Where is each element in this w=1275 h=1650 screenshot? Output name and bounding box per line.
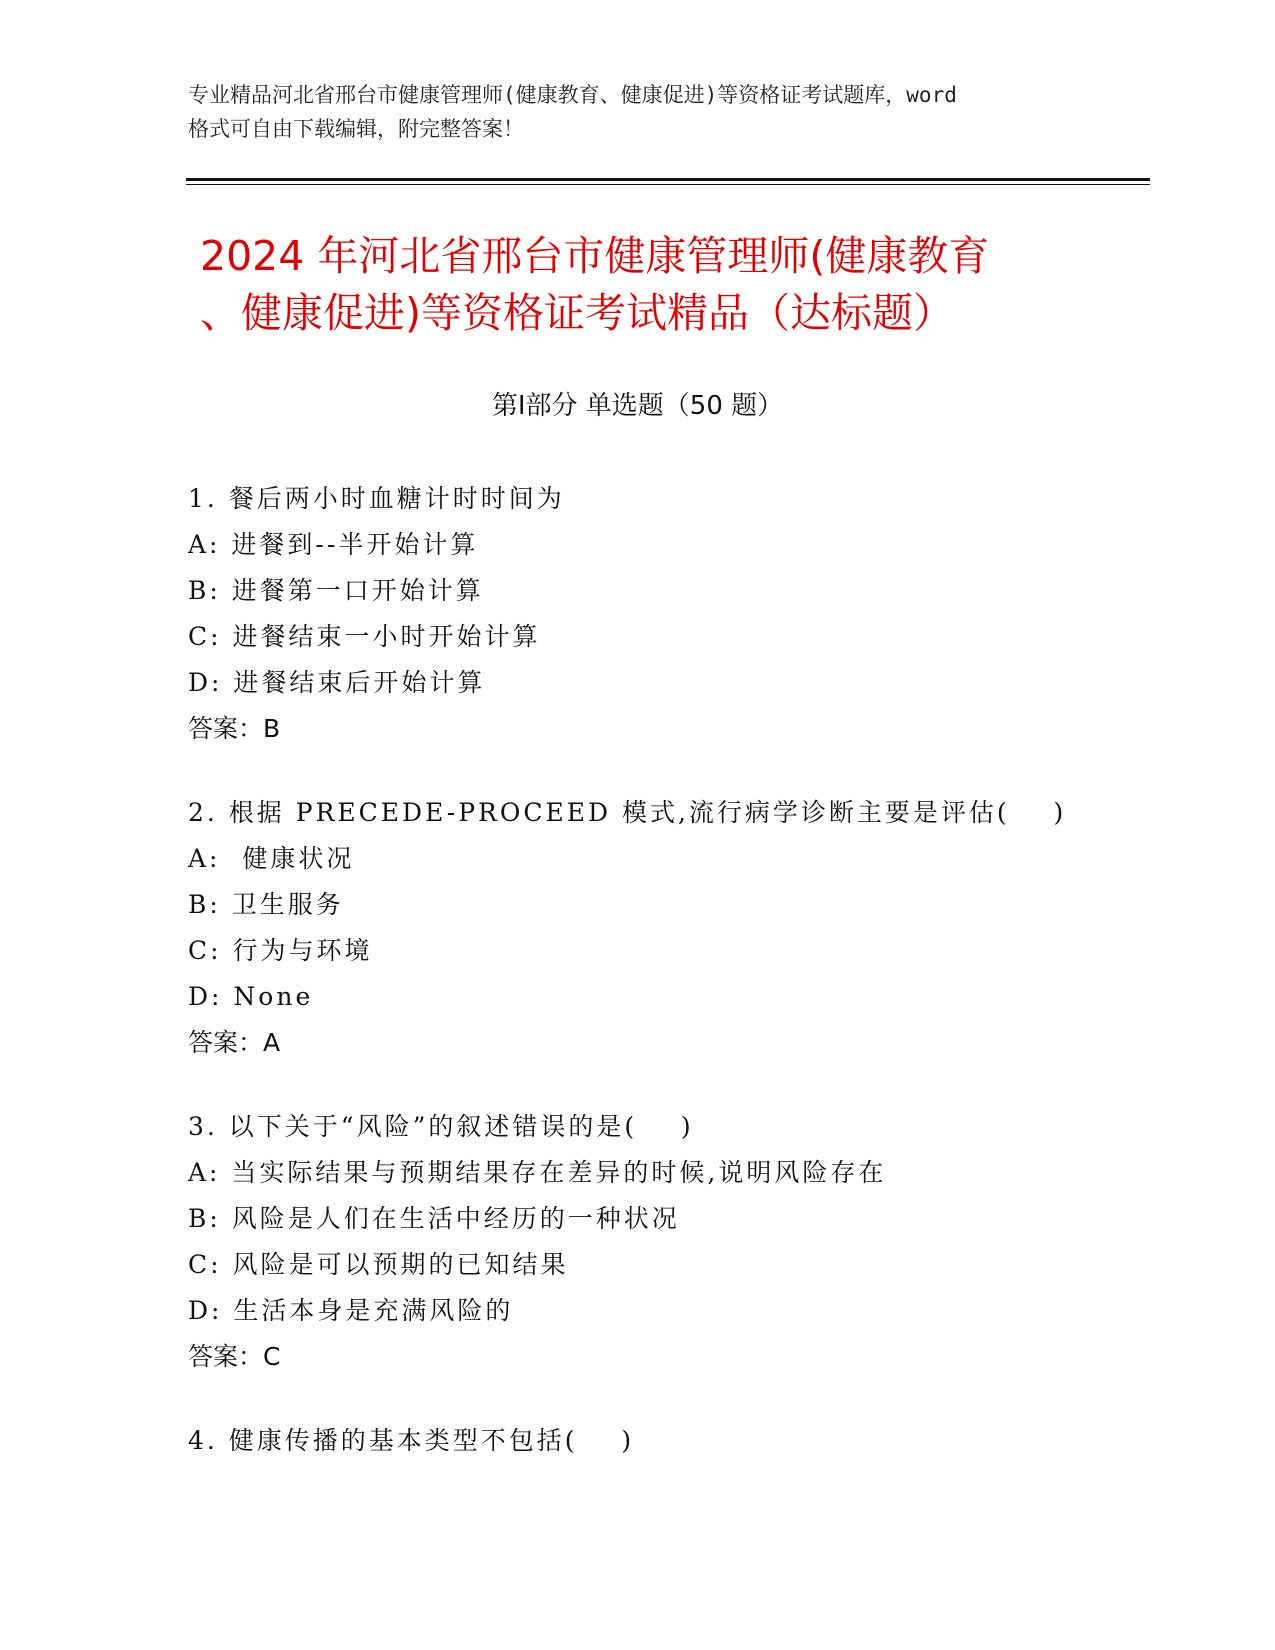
answer: 答案：A [188,1028,281,1057]
option-c: C: 风险是可以预期的已知结果 [188,1250,569,1279]
header-divider-thick [186,178,1150,181]
option-d: D: 进餐结束后开始计算 [188,668,486,697]
header-line-1: 专业精品河北省邢台市健康管理师(健康教育、健康促进)等资格证考试题库，word [188,83,957,107]
question-4 [188,1418,1148,1464]
section-title: 第Ⅰ部分 单选题（50 题） [491,391,784,421]
document-title [200,228,1080,342]
option-d: D: 生活本身是充满风险的 [188,1296,514,1325]
option-c: C: 进餐结束一小时开始计算 [188,622,541,651]
question-stem: 2. 根据 PRECEDE-PROCEED 模式,流行病学诊断主要是评估( ) [188,798,1067,827]
answer: 答案：B [188,714,281,743]
question-stem: 3. 以下关于“风险”的叙述错误的是( ) [188,1112,694,1141]
question-3 [188,1104,1148,1380]
question-1 [188,476,1148,752]
option-b: B: 卫生服务 [188,890,344,919]
question-stem: 4. 健康传播的基本类型不包括( ) [188,1426,635,1455]
title-line-2: 、健康促进)等资格证考试精品（达标题） [200,289,954,337]
question-2 [188,790,1148,1066]
answer: 答案：C [188,1342,281,1371]
option-c: C: 行为与环境 [188,936,373,965]
option-b: B: 风险是人们在生活中经历的一种状况 [188,1204,680,1233]
option-a: A: 当实际结果与预期结果存在差异的时候,说明风险存在 [188,1158,887,1187]
title-line-1: 2024 年河北省邢台市健康管理师(健康教育 [200,232,990,280]
question-stem: 1. 餐后两小时血糖计时时间为 [188,484,565,513]
option-b: B: 进餐第一口开始计算 [188,576,484,605]
document-header [188,78,1088,146]
option-d: D: None [188,982,314,1011]
header-divider-thin [186,184,1150,185]
question-list [188,476,1148,1502]
option-a: A: 健康状况 [188,844,355,873]
header-line-2: 格式可自由下载编辑，附完整答案！ [188,117,524,141]
option-a: A: 进餐到--半开始计算 [188,530,479,559]
